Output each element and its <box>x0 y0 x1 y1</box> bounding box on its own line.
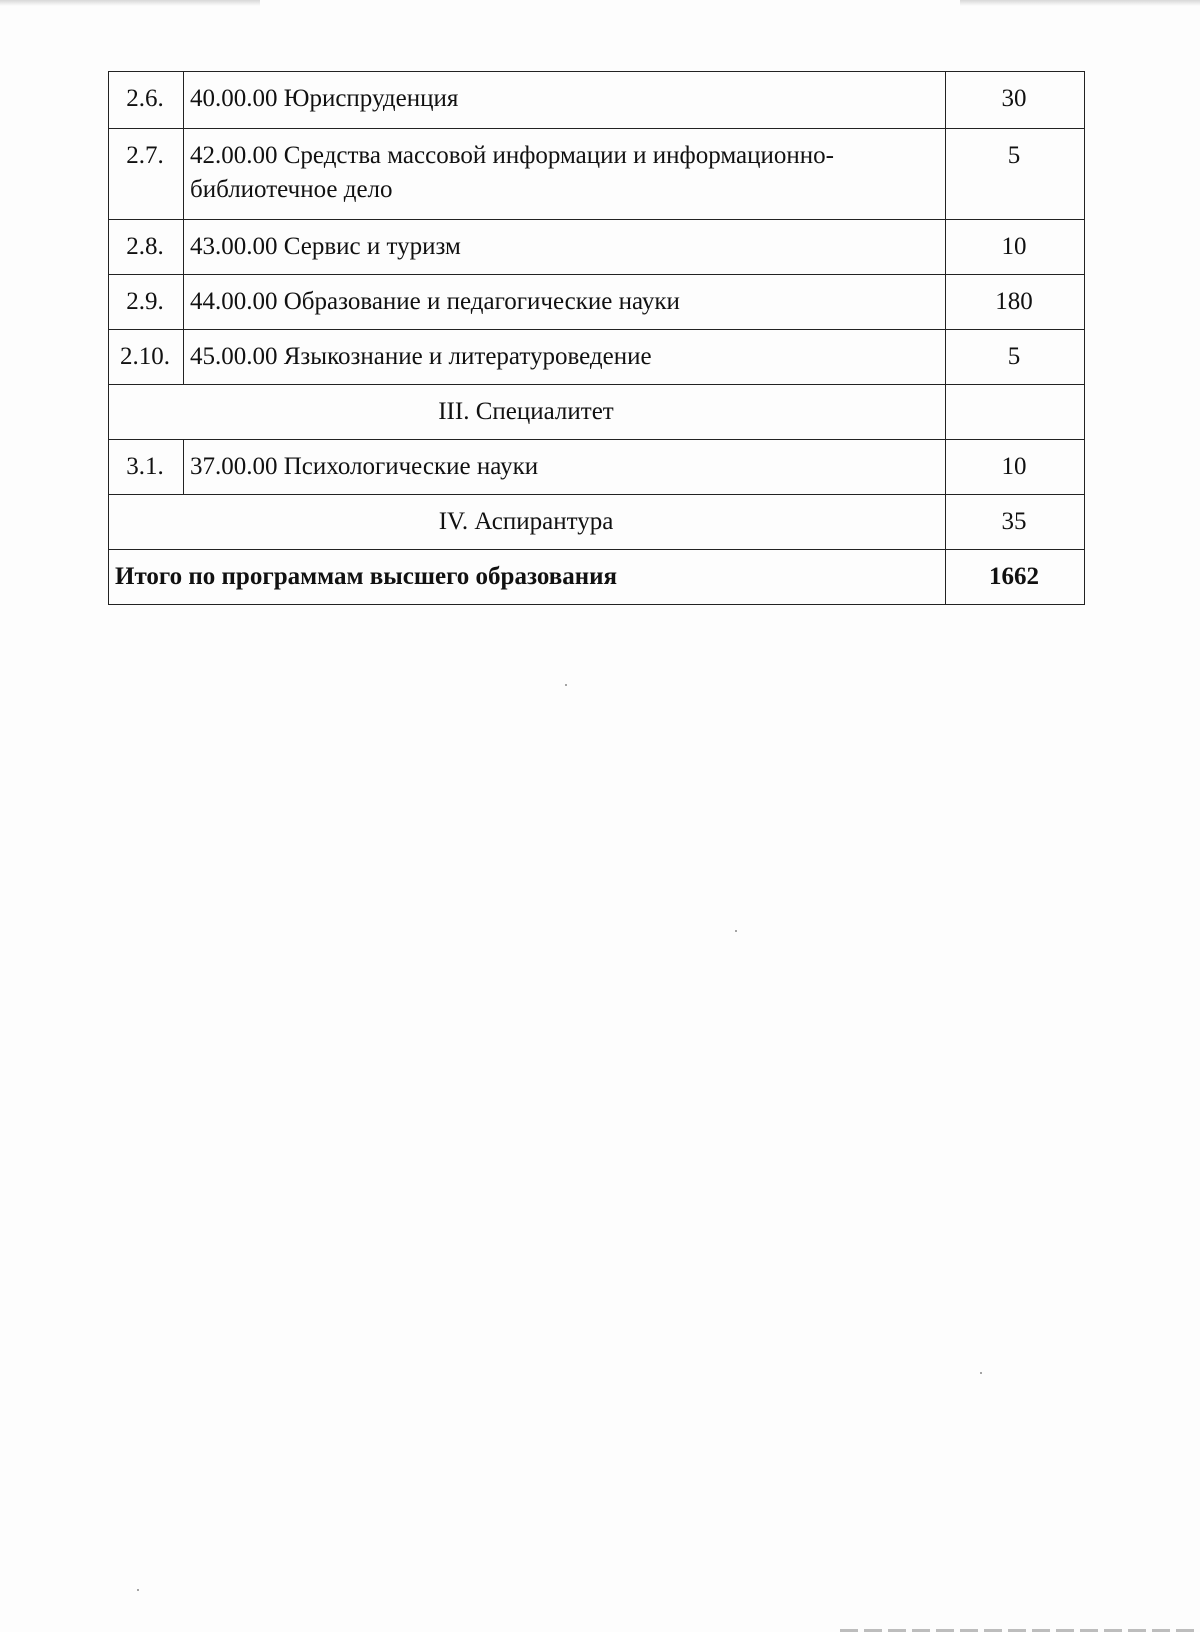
scan-speck <box>565 684 567 686</box>
total-row <box>109 550 1085 605</box>
program-name: 40.00.00 Юриспруденция <box>184 72 946 129</box>
total-value: 1662 <box>946 550 1085 605</box>
scan-edge-artifact <box>960 0 1200 6</box>
section-title: III. Специалитет <box>109 385 946 440</box>
admission-plan-table <box>108 71 1085 605</box>
section-row-specialitet <box>109 385 1085 440</box>
table-row <box>109 220 1085 275</box>
row-number: 3.1. <box>109 440 184 495</box>
program-name: 37.00.00 Психологические науки <box>184 440 946 495</box>
program-name: 42.00.00 Средства массовой информации и информационно-библиотечное дело <box>184 129 946 220</box>
section-row-aspirantura <box>109 495 1085 550</box>
scan-speck <box>980 1372 982 1374</box>
program-count: 5 <box>946 330 1085 385</box>
row-number: 2.8. <box>109 220 184 275</box>
scan-speck <box>137 1589 139 1591</box>
row-number: 2.6. <box>109 72 184 129</box>
total-label: Итого по программам высшего образования <box>109 550 946 605</box>
section-count: 35 <box>946 495 1085 550</box>
program-name: 43.00.00 Сервис и туризм <box>184 220 946 275</box>
table-row <box>109 330 1085 385</box>
section-title: IV. Аспирантура <box>109 495 946 550</box>
program-count: 30 <box>946 72 1085 129</box>
table-row <box>109 440 1085 495</box>
program-name: 45.00.00 Языкознание и литературоведение <box>184 330 946 385</box>
section-count <box>946 385 1085 440</box>
program-count: 180 <box>946 275 1085 330</box>
program-count: 10 <box>946 220 1085 275</box>
program-count: 5 <box>946 129 1085 220</box>
table-row <box>109 72 1085 129</box>
program-name: 44.00.00 Образование и педагогические науки <box>184 275 946 330</box>
row-number: 2.7. <box>109 129 184 220</box>
table-row <box>109 129 1085 220</box>
scan-edge-artifact <box>0 0 260 6</box>
row-number: 2.9. <box>109 275 184 330</box>
scan-speck <box>735 930 737 932</box>
row-number: 2.10. <box>109 330 184 385</box>
table-row <box>109 275 1085 330</box>
program-count: 10 <box>946 440 1085 495</box>
